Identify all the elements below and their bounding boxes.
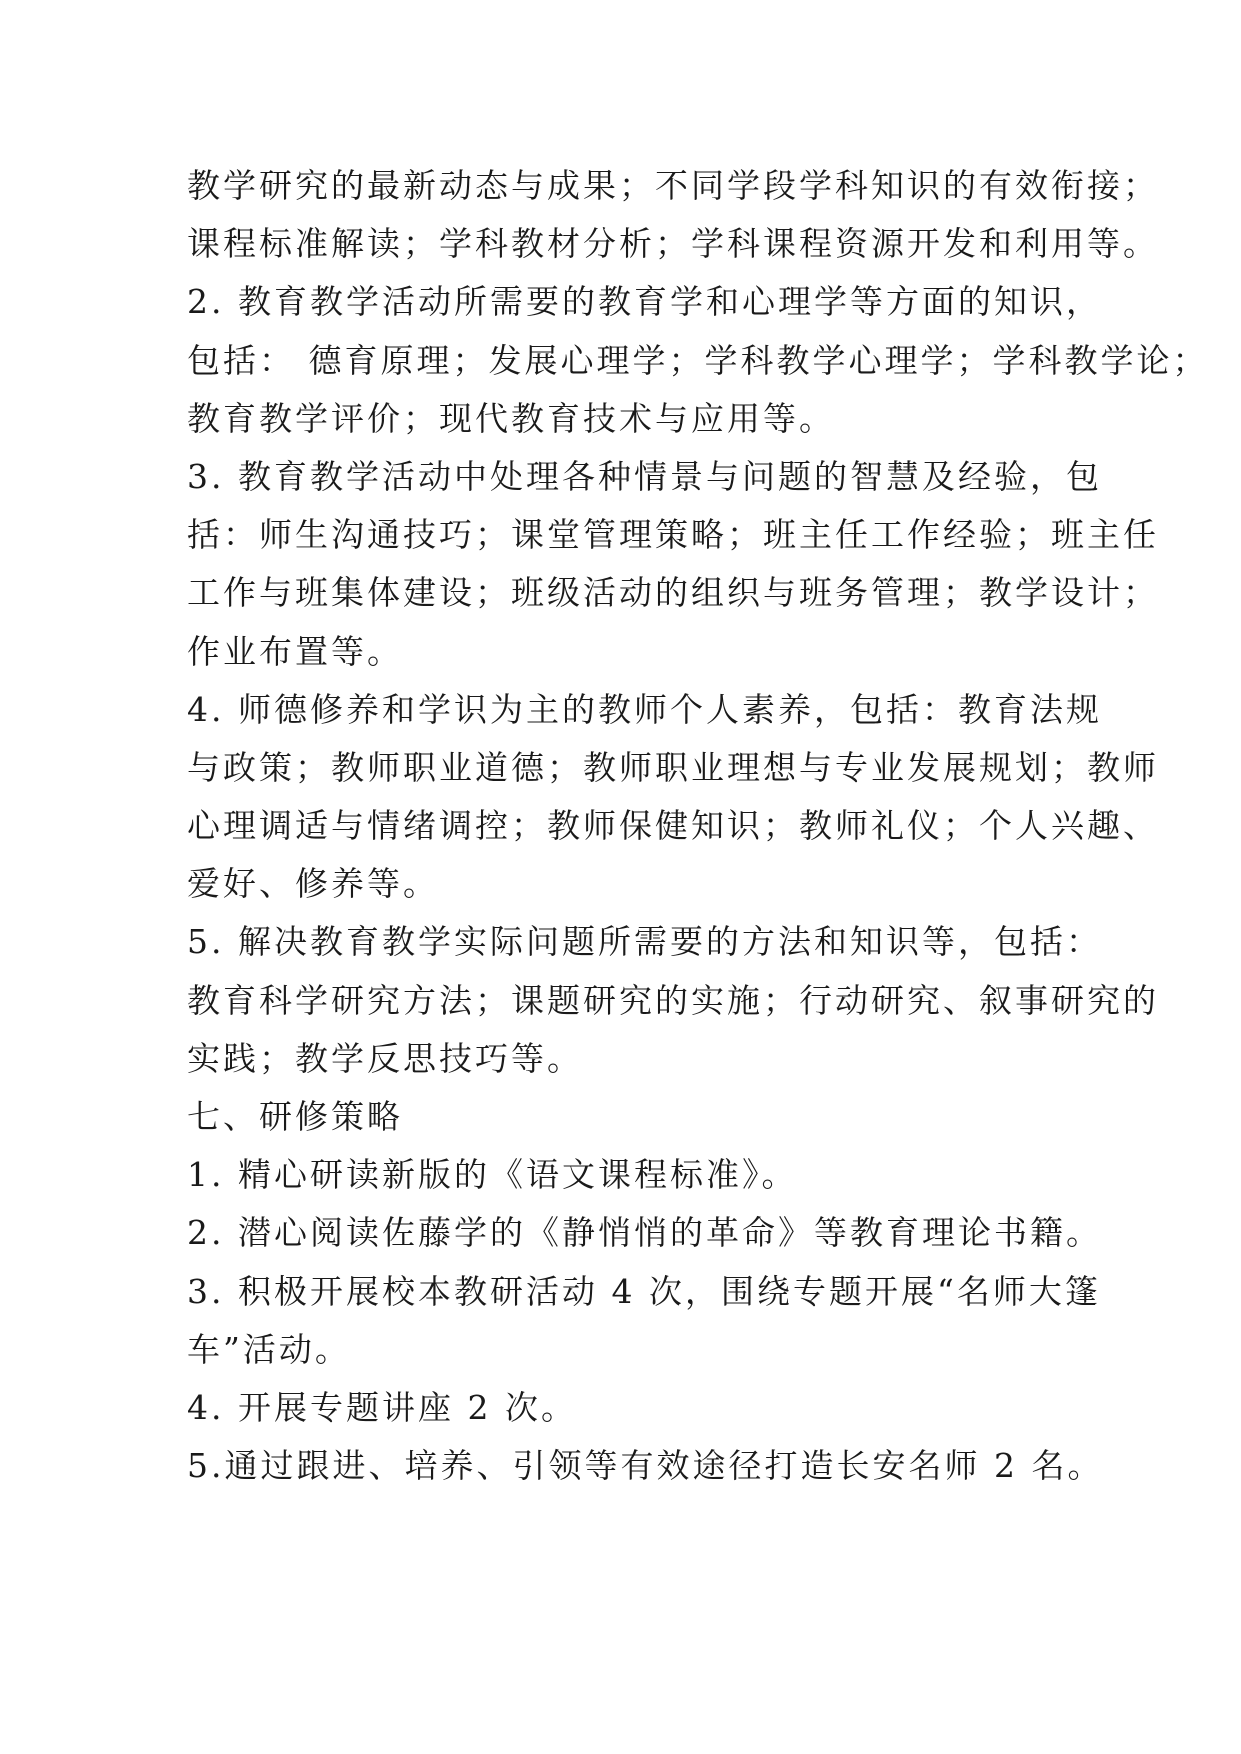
text-line: 包括： 德育原理；发展心理学；学科教学心理学；学科教学论；	[187, 340, 1209, 380]
text-line: 作业布置等。	[187, 631, 403, 671]
text-line: 实践；教学反思技巧等。	[187, 1038, 583, 1078]
text-line: 5.通过跟进、培养、引领等有效途径打造长安名师 2 名。	[187, 1446, 1104, 1486]
text-line: 3. 教育教学活动中处理各种情景与问题的智慧及经验，包	[187, 456, 1102, 496]
text-line: 车”活动。	[187, 1329, 351, 1369]
section-heading: 七、研修策略	[187, 1097, 403, 1136]
body-text	[187, 157, 1209, 1495]
text-line: 括：师生沟通技巧；课堂管理策略；班主任工作经验；班主任	[187, 515, 1159, 555]
text-line: 教学研究的最新动态与成果；不同学段学科知识的有效衔接；	[187, 166, 1159, 205]
text-line: 4. 师德修养和学识为主的教师个人素养，包括：教育法规	[187, 689, 1102, 729]
text-line: 4. 开展专题讲座 2 次。	[187, 1387, 577, 1427]
text-line: 心理调适与情绪调控；教师保健知识；教师礼仪；个人兴趣、	[187, 806, 1159, 846]
text-line: 2. 潜心阅读佐藤学的《静悄悄的革命》等教育理论书籍。	[187, 1213, 1102, 1253]
text-line: 3. 积极开展校本教研活动 4 次，围绕专题开展“名师大篷	[187, 1271, 1101, 1311]
text-line: 爱好、修养等。	[187, 864, 439, 904]
text-line: 1. 精心研读新版的《语文课程标准》。	[187, 1155, 798, 1195]
text-line: 5. 解决教育教学实际问题所需要的方法和知识等，包括：	[187, 922, 1102, 962]
text-line: 工作与班集体建设；班级活动的组织与班务管理；教学设计；	[187, 573, 1159, 613]
text-line: 2. 教育教学活动所需要的教育学和心理学等方面的知识，	[187, 282, 1102, 322]
text-line: 与政策；教师职业道德；教师职业理想与专业发展规划；教师	[187, 747, 1159, 787]
text-line: 教育教学评价；现代教育技术与应用等。	[187, 398, 835, 438]
text-line: 课程标准解读；学科教材分析；学科课程资源开发和利用等。	[187, 224, 1159, 264]
text-line: 教育科学研究方法；课题研究的实施；行动研究、叙事研究的	[187, 980, 1159, 1020]
